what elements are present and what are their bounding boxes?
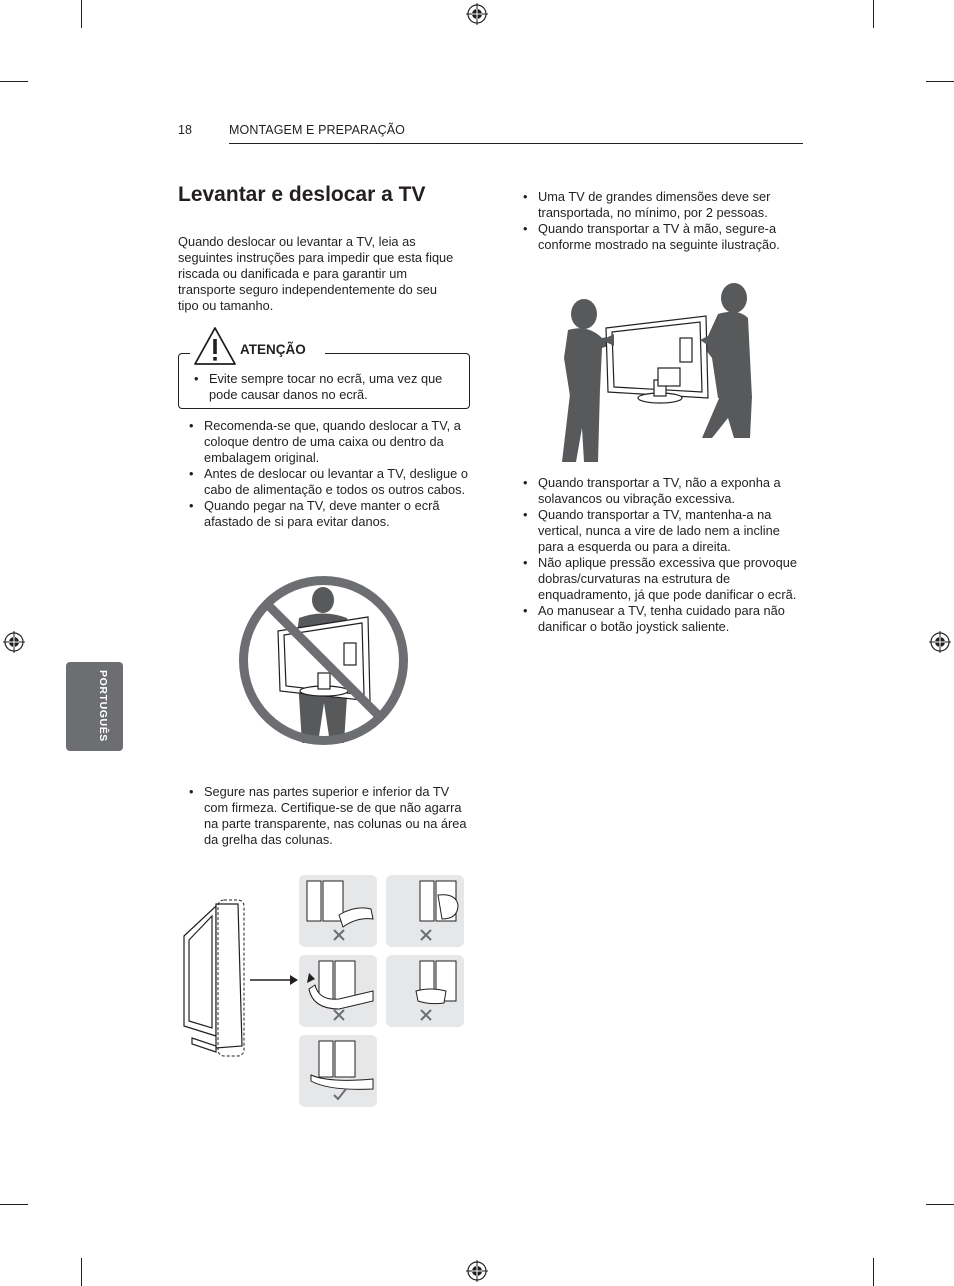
right-bullet-list-top [512,189,806,253]
list-item: • Quando transportar a TV, não a exponha a solavancos ou vibração excessiva. [512,475,806,507]
crop-mark [873,0,874,28]
crop-mark [81,1258,82,1286]
grip-panel-wrong [299,955,377,1027]
language-tab-label: PORTUGUÊS [97,670,109,742]
list-item: • Evite sempre tocar no ecrã, uma vez que pode causar danos no ecrã. [183,371,463,403]
list-item: • Antes de deslocar ou levantar a TV, desligue o cabo de alimentação e todos os outros cabos. [178,466,472,498]
crop-mark [81,0,82,28]
page-title: Levantar e deslocar a TV [178,183,426,206]
list-item: • Não aplique pressão excessiva que provoque dobras/curvaturas na estrutura de enquadramento, já que pode danificar o ecrã. [512,555,806,603]
crop-mark [0,1204,28,1205]
grip-bullet-list [178,784,472,848]
grip-panel-wrong [299,875,377,947]
list-item: • Ao manusear a TV, tenha cuidado para não danificar o botão joystick saliente. [512,603,806,635]
right-bullet-list-bottom [512,475,806,635]
intro-paragraph: Quando deslocar ou levantar a TV, leia as seguintes instruções para impedir que esta fique riscada ou danificada e para garantir um transporte seguro independentemente do seu tipo ou tamanho. [178,234,454,313]
registration-mark-icon [466,3,488,25]
list-item: • Quando pegar na TV, deve manter o ecrã afastado de si para evitar danos. [178,498,472,530]
two-people-carry-illustration [562,278,754,466]
list-item: • Segure nas partes superior e inferior da TV com firmeza. Certifique-se de que não agarra na parte transparente, nas colunas ou na área da grelha das colunas. [178,784,472,848]
list-item: • Quando transportar a TV à mão, segure-a conforme mostrado na seguinte ilustração. [512,221,806,253]
tv-side-illustration [178,896,298,1060]
list-item: • Quando transportar a TV, mantenha-a na vertical, nunca a vire de lado nem a incline para a esquerda ou para a direita. [512,507,806,555]
section-title: MONTAGEM E PREPARAÇÃO [229,123,405,137]
registration-mark-icon [466,1260,488,1282]
registration-mark-icon [3,631,25,653]
list-item: • Uma TV de grandes dimensões deve ser transportada, no mínimo, por 2 pessoas. [512,189,806,221]
grip-panel-wrong [386,875,464,947]
grip-panel-wrong [386,955,464,1027]
crop-mark [926,1204,954,1205]
language-tab [66,662,123,751]
crop-mark [926,81,954,82]
left-bullet-list [178,418,472,530]
warning-triangle-icon [193,326,237,366]
caution-title: ATENÇÃO [240,342,306,357]
list-item: • Recomenda-se que, quando deslocar a TV, a coloque dentro de uma caixa ou dentro da embalagem original. [178,418,472,466]
registration-mark-icon [929,631,951,653]
page-number: 18 [178,123,192,137]
header-divider [229,143,803,144]
crop-mark [873,1258,874,1286]
caution-list [183,371,463,403]
crop-mark [0,81,28,82]
grip-panel-right [299,1035,377,1107]
prohibited-carry-illustration [236,573,411,748]
